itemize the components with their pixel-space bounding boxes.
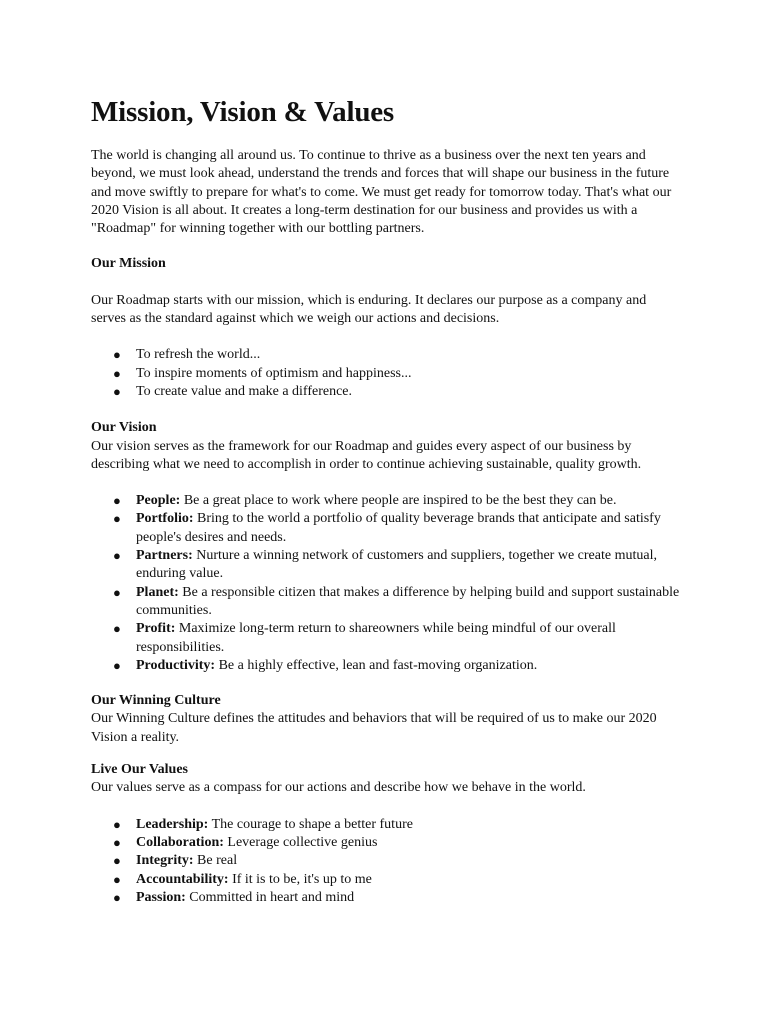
culture-heading: Our Winning Culture — [91, 693, 221, 709]
vision-paragraph: Our vision serves as the framework for our Roadmap and guides every aspect of our business by describing what we need to accomplish in order to continue achieving sustainable, quality growth. — [91, 438, 642, 472]
list-item: ● People: Be a great place to work where people are inspired to be the best they can be. — [91, 492, 681, 510]
item-term: Accountability: — [136, 871, 229, 887]
bullet-icon: ● — [113, 548, 121, 564]
list-item: ● Planet: Be a responsible citizen that makes a difference by helping build and support sustainable communities. — [113, 584, 680, 618]
bullet-icon: ● — [113, 889, 121, 905]
item-term: Passion: — [136, 889, 186, 905]
intro-paragraph: The world is changing all around us. To continue to thrive as a business over the next ten years and beyond, we must look ahead, understand the trends and forces that will shape our business in the future and move swiftly to prepare for what's to come. We must get ready for tomorrow today. That's what our 2020 Vision is all about. It creates a long-term destination for our business and provides us with a "Roadmap" for winning together with our bottling partners. — [91, 148, 672, 237]
bullet-icon: ● — [113, 347, 121, 363]
item-term: Partners: — [136, 548, 193, 564]
list-item: ● Integrity: Be real — [91, 852, 681, 870]
page-title: Mission, Vision & Values — [91, 96, 395, 128]
values-list — [91, 816, 681, 907]
list-item: ● Passion: Committed in heart and mind — [91, 889, 681, 907]
item-term: Productivity: — [136, 657, 216, 673]
mission-list — [91, 346, 681, 401]
bullet-icon: ● — [113, 871, 121, 887]
list-item: ● Productivity: Be a highly effective, lean and fast-moving organization. — [91, 657, 681, 675]
mission-heading: Our Mission — [91, 256, 166, 272]
list-item: ● Collaboration: Leverage collective genius — [91, 834, 681, 852]
item-term: Leadership: — [136, 816, 209, 832]
bullet-icon: ● — [113, 365, 121, 381]
list-item: ● Accountability: If it is to be, it's up to me — [91, 871, 681, 889]
bullet-icon: ● — [113, 816, 121, 832]
bullet-icon: ● — [113, 493, 121, 509]
list-item: ● To create value and make a difference. — [91, 383, 681, 401]
bullet-icon: ● — [113, 657, 121, 673]
values-paragraph: Our values serve as a compass for our actions and describe how we behave in the world. — [91, 780, 586, 796]
item-term: Profit: — [136, 621, 176, 637]
culture-paragraph: Our Winning Culture defines the attitudes and behaviors that will be required of us to make our 2020 Vision a reality. — [91, 711, 657, 745]
list-item: ● Leadership: The courage to shape a better future — [91, 816, 681, 834]
list-item: ● Portfolio: Bring to the world a portfolio of quality beverage brands that anticipate and satisfy people's desires and needs. — [113, 511, 661, 545]
item-term: People: — [136, 493, 181, 509]
item-term: Integrity: — [136, 853, 194, 869]
list-item: ● To refresh the world... — [91, 346, 681, 364]
mission-paragraph: Our Roadmap starts with our mission, which is enduring. It declares our purpose as a company and serves as the standard against which we weigh our actions and decisions. — [91, 292, 647, 327]
list-item: ● Partners: Nurture a winning network of customers and suppliers, together we create mutual, enduring value. — [113, 548, 657, 582]
values-heading: Live Our Values — [91, 762, 188, 778]
bullet-icon: ● — [113, 834, 121, 850]
vision-list — [91, 492, 681, 675]
bullet-icon: ● — [113, 511, 121, 527]
list-item: ● To inspire moments of optimism and happiness... — [91, 365, 681, 383]
list-item: ● Profit: Maximize long-term return to shareowners while being mindful of our overall responsibilities. — [113, 621, 616, 655]
document-page — [91, 95, 681, 907]
vision-heading: Our Vision — [91, 420, 157, 436]
bullet-icon: ● — [113, 584, 121, 600]
item-term: Collaboration: — [136, 834, 224, 850]
bullet-icon: ● — [113, 621, 121, 637]
item-term: Portfolio: — [136, 511, 194, 527]
bullet-icon: ● — [113, 853, 121, 869]
item-term: Planet: — [136, 584, 179, 600]
bullet-icon: ● — [113, 383, 121, 399]
